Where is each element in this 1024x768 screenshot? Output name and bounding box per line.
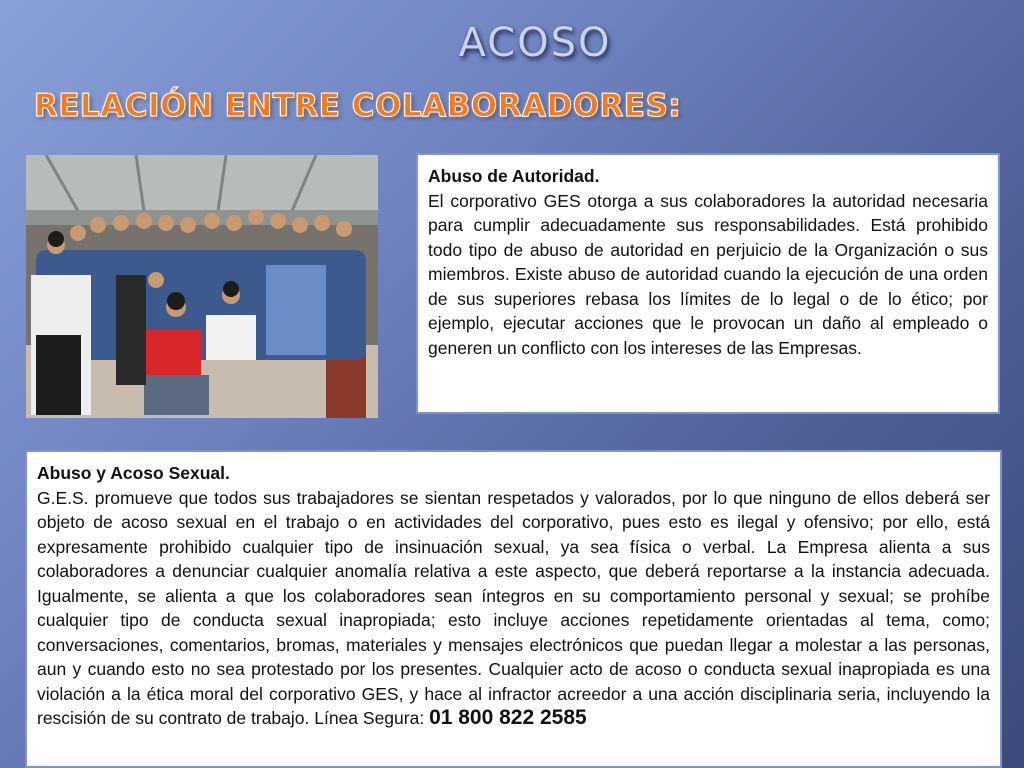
acoso-sexual-paragraph xyxy=(37,486,990,731)
acoso-sexual-title: Abuso y Acoso Sexual. xyxy=(37,463,230,483)
slide-subtitle: RELACIÓN ENTRE COLABORADORES: xyxy=(34,88,682,124)
linea-segura-phone: 01 800 822 2585 xyxy=(429,706,587,729)
slide-title: ACOSO xyxy=(458,20,612,66)
group-photo xyxy=(26,155,378,418)
acoso-sexual-body: G.E.S. promueve que todos sus trabajadores se sientan respetados y valorados, por lo que ninguno de ellos deberá ser objeto de acoso sexual en el trabajo o en actividades del corporativo, pues esto es ilegal y ofensivo; por ello, está expresamente prohibido cualquier tipo de insinuación sexual, ya sea física o verbal. La Empresa alienta a sus colaboradores a denunciar cualquier anomalía relativa a este aspecto, que deberá reportarse a la instancia adecuada. Igualmente, se alienta a que los colaboradores sean íntegros en su comportamiento personal y sexual; se prohíbe cualquier tipo de conducta sexual inapropiada; esto incluye acciones repetidamente orientadas al tema, como; conversaciones, comentarios, bromas, materiales y mensajes electrónicos que puedan llegar a molestar a las personas, aun y cuando esto no sea protestado por los presentes. Cualquier acto de acoso o conducta sexual inapropiada es una violación a la ética moral del corporativo GES, y hace al infractor acreedor a una acción disciplinaria seria, incluyendo la rescisión de su contrato de trabajo. Línea Segura: xyxy=(37,487,990,728)
abuso-autoridad-title: Abuso de Autoridad. xyxy=(428,166,600,186)
abuso-autoridad-box xyxy=(416,153,1000,414)
abuso-autoridad-body: El corporativo GES otorga a sus colaboradores la autoridad necesaria para cumplir adecuadamente sus responsabilidades. Está prohibido todo tipo de abuso de autoridad en perjuicio de la Organización o sus miembros. Existe abuso de autoridad cuando la ejecución de una orden de sus superiores rebasa los límites de lo legal o de lo ético; por ejemplo, ejecutar acciones que le provocan un daño al empleado o generen un conflicto con los intereses de las Empresas. xyxy=(428,190,988,358)
acoso-sexual-box xyxy=(25,450,1002,768)
